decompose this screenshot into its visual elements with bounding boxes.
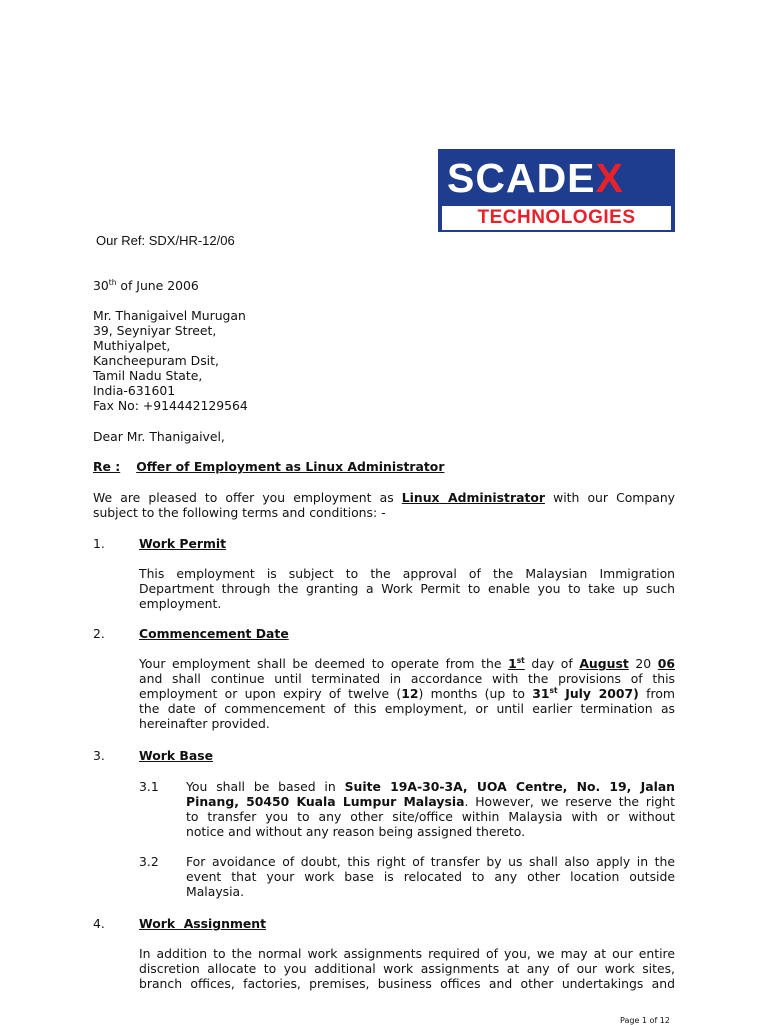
subject-line: Re : Offer of Employment as Linux Administrator (93, 459, 445, 474)
section-title: Work Assignment (139, 916, 267, 931)
logo-subtitle: TECHNOLOGIES (442, 206, 671, 230)
section-number: 1. (93, 536, 105, 551)
address-line: Tamil Nadu State, (93, 368, 203, 383)
letter-date: 30th of June 2006 (93, 278, 199, 293)
company-logo (438, 149, 675, 232)
section-body: Your employment shall be deemed to operate from the 1st day of August 20 06 and shall continue until terminated in accordance with the provisions of this employment or upon expiry of twelve (12) months (up to 31st July 2007) from the date of commencement of this employment, or until earlier termination as hereinafter provided. (139, 656, 675, 731)
section-number: 3. (93, 748, 105, 763)
address-line: Muthiyalpet, (93, 338, 171, 353)
address-line: 39, Seyniyar Street, (93, 323, 217, 338)
intro-paragraph: We are pleased to offer you employment as Linux Administrator with our Company subject to the following terms and conditions: - (93, 490, 676, 520)
address-line: Fax No: +914442129564 (93, 398, 248, 413)
clause-body: For avoidance of doubt, this right of transfer by us shall also apply in the event that your work base is relocated to any other location outside Malaysia. (186, 854, 675, 899)
clause-number: 3.1 (139, 779, 159, 794)
logo-brand: SCADEX (447, 155, 624, 201)
salutation: Dear Mr. Thanigaivel, (93, 429, 225, 444)
page-number: Page 1 of 12 (620, 1016, 670, 1025)
section-number: 2. (93, 626, 105, 641)
section-number: 4. (93, 916, 105, 931)
section-title: Commencement Date (139, 626, 289, 641)
address-line: Kancheepuram Dsit, (93, 353, 219, 368)
clause-body: You shall be based in Suite 19A-30-3A, UOA Centre, No. 19, Jalan Pinang, 50450 Kuala Lumpur Malaysia. However, we reserve the right to transfer you to any other site/office within Malaysia with or without notice and without any reason being assigned thereto. (186, 779, 675, 839)
clause-number: 3.2 (139, 854, 159, 869)
section-body: In addition to the normal work assignments required of you, we may at our entire discretion allocate to you additional work assignments at any of our work sites, branch offices, factories, premises, business offices and other undertakings and (139, 946, 675, 991)
section-title: Work Permit (139, 536, 227, 551)
address-line: Mr. Thanigaivel Murugan (93, 308, 246, 323)
address-line: India-631601 (93, 383, 176, 398)
section-title: Work Base (139, 748, 213, 763)
reference-number: Our Ref: SDX/HR-12/06 (96, 233, 235, 248)
section-body: This employment is subject to the approval of the Malaysian Immigration Department through the granting a Work Permit to enable you to take up such employment. (139, 566, 675, 611)
